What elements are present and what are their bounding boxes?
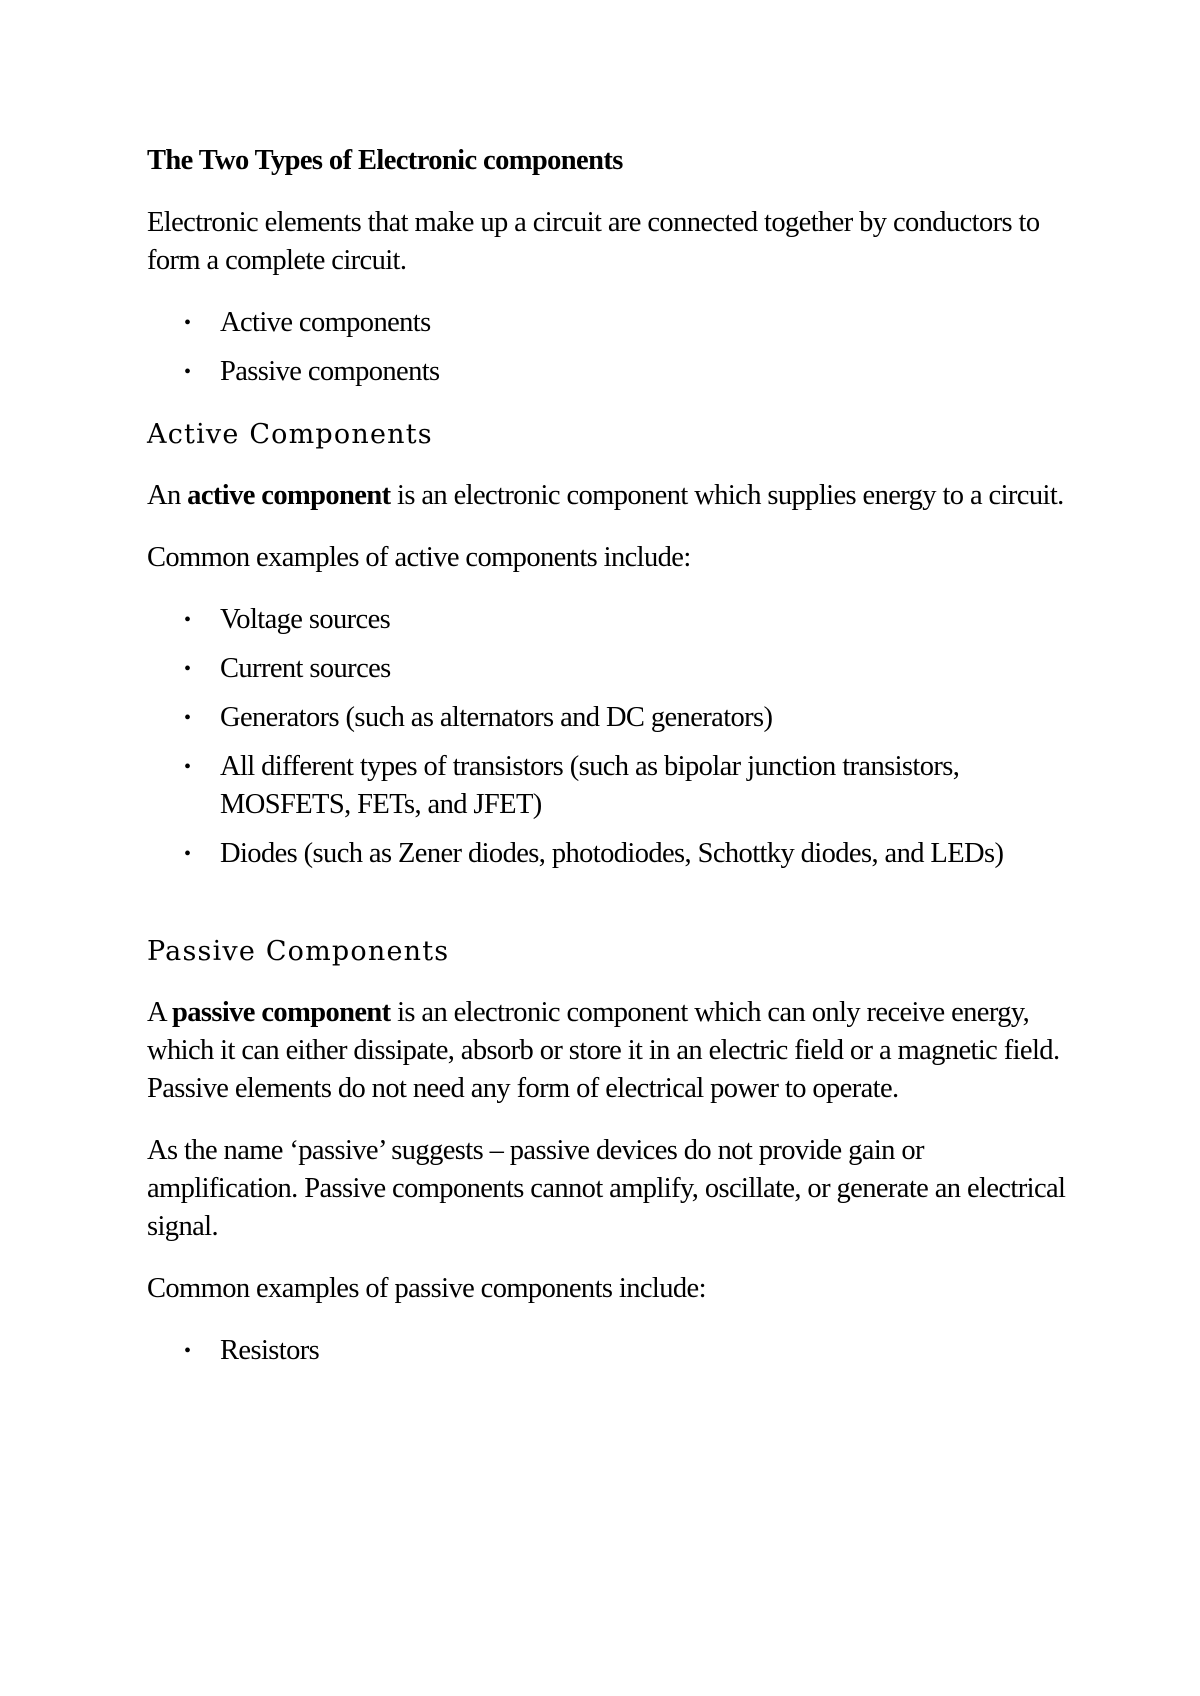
bullet-icon: • (184, 756, 191, 778)
component-types-list (147, 304, 1067, 391)
bullet-icon: • (184, 843, 191, 865)
bullet-icon: • (184, 707, 191, 729)
passive-examples-intro: Common examples of passive components include: (147, 1273, 706, 1304)
bullet-icon: • (184, 658, 191, 680)
bullet-icon: • (184, 609, 191, 631)
list-item: • Resistors (220, 1332, 1067, 1370)
passive-term: passive component (171, 997, 391, 1028)
active-term: active component (187, 480, 391, 511)
active-examples-intro: Common examples of active components include: (147, 542, 691, 573)
active-definition-paragraph: An active component is an electronic component which supplies energy to a circuit. (147, 480, 1064, 511)
document-body (147, 142, 1067, 1381)
active-examples-list (147, 601, 1067, 873)
list-item: • Generators (such as alternators and DC generators) (220, 699, 1067, 737)
document-title: The Two Types of Electronic components (147, 145, 623, 176)
list-item: • Active components (220, 304, 1067, 342)
passive-name-paragraph: As the name ‘passive’ suggests – passive devices do not provide gain or amplification. Passive components cannot amplify, oscillate, or generate an electrical signal. (147, 1135, 1066, 1242)
intro-paragraph: Electronic elements that make up a circuit are connected together by conductors to form a complete circuit. (147, 207, 1040, 276)
list-item: • All different types of transistors (such as bipolar junction transistors, MOSFETS, FETs, and JFET) (220, 748, 1067, 824)
passive-definition-paragraph: A passive component is an electronic component which can only receive energy, which it can either dissipate, absorb or store it in an electric field or a magnetic field. Passive elements do not need any form of electrical power to operate. (147, 997, 1060, 1104)
bullet-icon: • (184, 361, 191, 383)
bullet-icon: • (184, 312, 191, 334)
list-item: • Diodes (such as Zener diodes, photodiodes, Schottky diodes, and LEDs) (220, 835, 1067, 873)
list-item: • Passive components (220, 353, 1067, 391)
bullet-icon: • (184, 1340, 191, 1362)
passive-components-heading: Passive Components (147, 936, 450, 967)
list-item: • Current sources (220, 650, 1067, 688)
list-item: • Voltage sources (220, 601, 1067, 639)
active-components-heading: Active Components (147, 419, 433, 450)
passive-examples-list (147, 1332, 1067, 1370)
